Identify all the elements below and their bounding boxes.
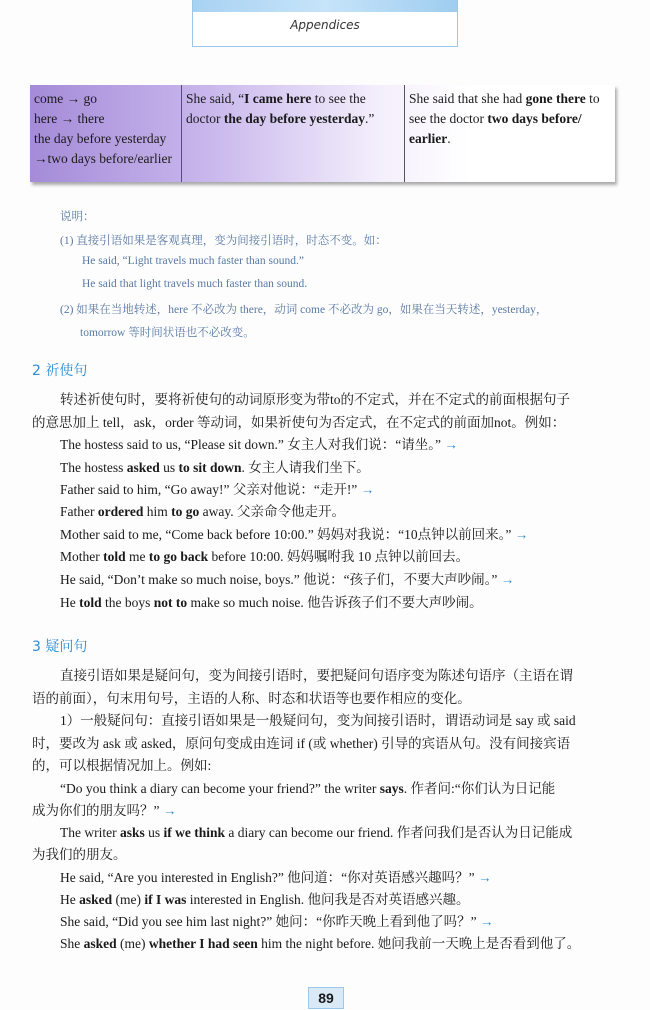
text-run: .” [364, 111, 375, 126]
bold-text: not to [153, 595, 188, 610]
arrow-icon[interactable]: → [444, 437, 458, 452]
body-line [60, 709, 576, 729]
body-line [32, 754, 211, 774]
text-run: She said, “Did you see him last night?” 她问：“你昨天晚上看到他了吗？” [60, 914, 480, 929]
text-run: (me) [116, 936, 149, 951]
rule-line: →two days before/earlier [34, 151, 172, 166]
example-line [60, 866, 492, 886]
bold-text: if we think [163, 825, 226, 840]
text-run: Father said to him, “Go away!” 父亲对他说：“走开!” [60, 482, 361, 497]
text-run: Father [60, 504, 98, 519]
arrow-icon[interactable]: → [360, 482, 375, 497]
text-run: 1）一般疑问句：直接引语如果是一般疑问句，变为间接引语时，谓语动词是 say 或 said [60, 713, 576, 728]
text-run: 语的前面），句末用句号，主语的人称、时态和状语等也要作相应的变化。 [32, 691, 471, 706]
rule-line: come → go [34, 91, 97, 106]
text-run: 说明： [60, 211, 95, 223]
text-run: He [60, 892, 80, 907]
bold-text: the day before yesterday [223, 111, 365, 126]
body-line [32, 411, 565, 431]
text-run: (1) 直接引语如果是客观真理，变为间接引语时，时态不变。如： [60, 235, 387, 247]
body-line [32, 687, 471, 707]
text-run: us [144, 825, 164, 840]
text-run: 成为你们的朋友吗？” [32, 803, 163, 818]
example-line [60, 568, 514, 588]
bold-text: I came here [244, 91, 312, 106]
rule-line: the day before yesterday [34, 131, 167, 146]
text-run: He said, “Don’t make so much noise, boys.” 他说：“孩子们，不要大声吵闹。” [60, 572, 501, 587]
text-run: (2) 如果在当地转述，here 不必改为 there，动词 come 不必改为 go，如果在当天转述，yesterday， [60, 304, 548, 316]
text-run: 转述祈使句时，要将祈使句的动词原形变为带to的不定式，并在不定式的前面根据句子 [60, 392, 570, 407]
note-line [80, 324, 255, 340]
note-line [60, 232, 387, 248]
example-line [60, 456, 370, 476]
text-run: He said, “Are you interested in English?” 他问道：“你对英语感兴趣吗？” [60, 870, 479, 885]
text-run: (me) [112, 892, 145, 907]
body-line [60, 664, 573, 684]
text-run: He [60, 595, 80, 610]
text-run: 的意思加上 tell，ask，order 等动词，如果祈使句为否定式，在不定式的前面加not。例如： [32, 415, 566, 430]
example-line [60, 888, 470, 908]
text-run: to see the doctor [409, 91, 600, 126]
header-title: Appendices [290, 18, 360, 32]
bold-text: asks [119, 825, 145, 840]
example-line [60, 591, 483, 611]
conversion-table-row [30, 85, 615, 182]
text-run: He said that light travels much faster than sound. [82, 278, 308, 290]
text-run: him the night before. 她问我前一天晚上是否看到他了。 [257, 936, 581, 951]
bold-text: says [379, 781, 404, 796]
note-line [60, 301, 547, 317]
arrow-icon[interactable]: → [478, 870, 492, 885]
bold-text: asked [79, 892, 113, 907]
note-line [82, 278, 307, 290]
arrow-icon[interactable]: → [479, 914, 494, 929]
bold-text: whether I had seen [148, 936, 258, 951]
example-line [60, 932, 580, 952]
text-run: She [60, 936, 84, 951]
header-decoration [193, 0, 457, 12]
example-line [60, 821, 572, 841]
table-cell-direct-speech [182, 85, 405, 182]
example-line [60, 478, 374, 498]
text-run: me [125, 549, 149, 564]
text-run: Mother said to me, “Come back before 10:00.” 妈妈对我说：“10点钟以前回来。” [60, 527, 515, 542]
example-line [60, 910, 493, 930]
text-run: the boys [101, 595, 154, 610]
bold-text: to sit down [178, 460, 242, 475]
bold-text: told [79, 595, 102, 610]
bold-text: asked [83, 936, 117, 951]
text-run: away. 父亲命令他走开。 [199, 504, 345, 519]
body-line [32, 732, 570, 752]
text-run: He said, “Light travels much faster than sound.” [82, 255, 304, 267]
text-run: a diary can become our friend. 作者问我们是否认为日记能成 [225, 825, 573, 840]
text-run: to see the doctor [186, 91, 366, 126]
text-run: The writer [60, 825, 120, 840]
example-line [60, 777, 555, 797]
example-line [60, 500, 345, 520]
text-run: “Do you think a diary can become your friend?” the writer [60, 781, 380, 796]
bold-text: told [103, 549, 126, 564]
bold-text: to go [171, 504, 200, 519]
text-run: . [447, 131, 451, 146]
example-line [32, 799, 176, 819]
example-line [32, 843, 127, 863]
table-cell-rules [30, 85, 182, 182]
text-run: interested in English. 他问我是否对英语感兴趣。 [186, 892, 470, 907]
text-run: make so much noise. 他告诉孩子们不要大声吵闹。 [187, 595, 483, 610]
text-run: before 10:00. 妈妈嘱咐我 10 点钟以前回去。 [208, 549, 470, 564]
bold-text: asked [126, 460, 160, 475]
text-run: She said that she had [409, 91, 526, 106]
note-line [60, 208, 95, 224]
text-run: 时，要改为 ask 或 asked，原问句变成由连词 if (或 whether) 引导的宾语从句。没有间接宾语 [32, 736, 571, 751]
text-run: The hostess said to us, “Please sit down.” 女主人对我们说：“请坐。” [60, 437, 445, 452]
section-heading: 2 祈使句 [32, 363, 88, 379]
arrow-icon[interactable]: → [514, 527, 529, 542]
body-line [60, 388, 570, 408]
bold-text: to go back [148, 549, 209, 564]
section-heading: 3 疑问句 [32, 639, 88, 655]
bold-text: gone there [525, 91, 586, 106]
page-number: 89 [308, 987, 344, 1009]
example-line [60, 523, 528, 543]
bold-text: ordered [97, 504, 144, 519]
text-run: us [159, 460, 179, 475]
text-run: . 作者问:“你们认为日记能 [403, 781, 556, 796]
example-line [60, 433, 458, 453]
text-run: tomorrow 等时间状语也不必改变。 [80, 327, 255, 339]
arrow-icon[interactable]: → [500, 572, 515, 587]
text-run: The hostess [60, 460, 127, 475]
text-run: him [143, 504, 172, 519]
arrow-icon[interactable]: → [162, 803, 177, 818]
text-run: She said, “ [186, 91, 245, 106]
bold-text: if I was [144, 892, 187, 907]
example-line [60, 545, 469, 565]
page-header [192, 0, 458, 47]
text-run: 为我们的朋友。 [32, 847, 127, 862]
table-cell-indirect-speech [405, 85, 615, 182]
text-run: 直接引语如果是疑问句，变为间接引语时，要把疑问句语序变为陈述句语序（主语在谓 [60, 668, 573, 683]
text-run: 的，可以根据情况加上。例如: [32, 758, 212, 773]
bold-text: two days before/ earlier [409, 111, 582, 146]
rule-line: here → there [34, 111, 105, 126]
text-run: . 女主人请我们坐下。 [241, 460, 370, 475]
note-line [82, 255, 304, 267]
text-run: Mother [60, 549, 104, 564]
